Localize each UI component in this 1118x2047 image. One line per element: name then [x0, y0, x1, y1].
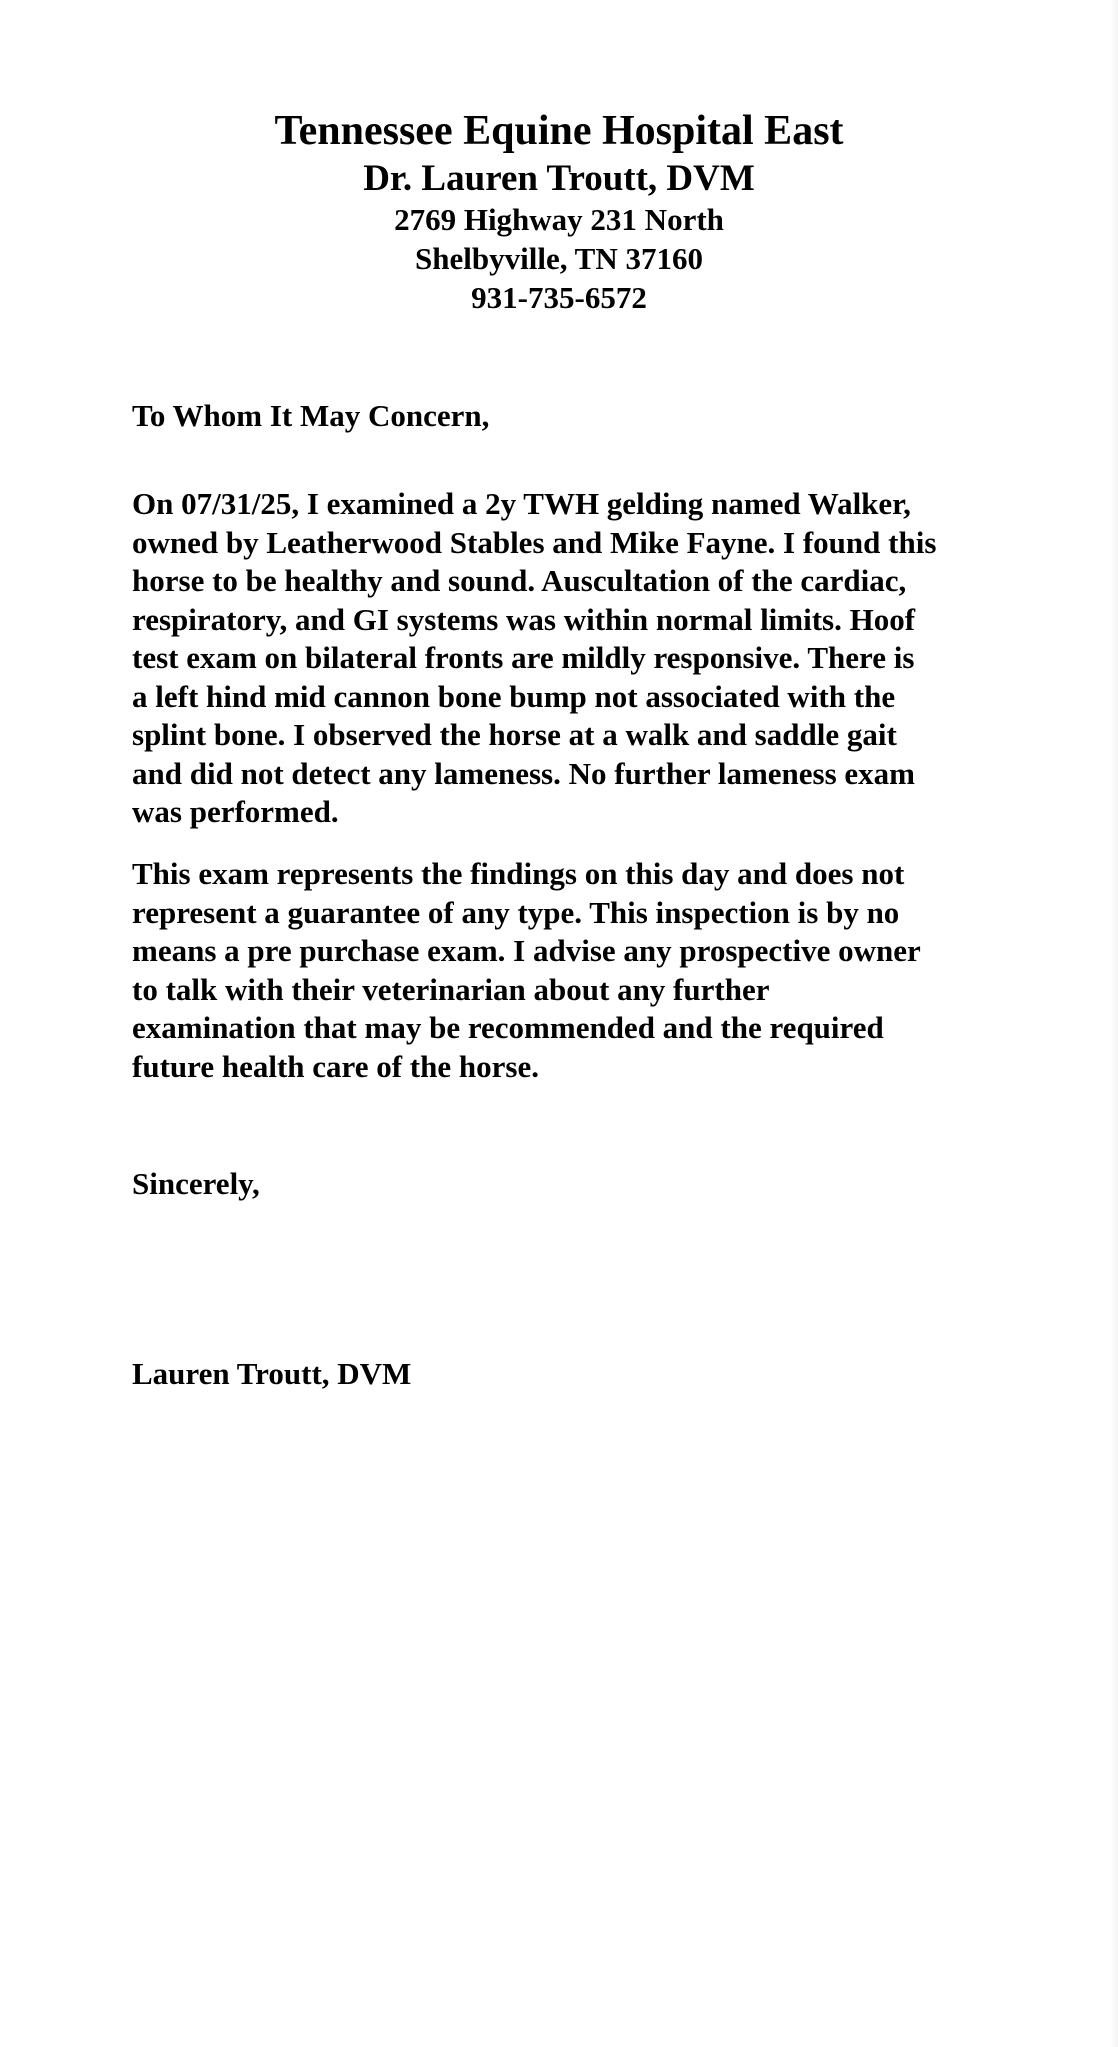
salutation: To Whom It May Concern,	[132, 398, 490, 433]
address-line-1: 2769 Highway 231 North	[394, 202, 724, 237]
paragraph-line: This exam represents the findings on this day and does not	[132, 856, 905, 891]
paragraph-line: test exam on bilateral fronts are mildly responsive. There is	[132, 640, 915, 675]
paragraph-line: represent a guarantee of any type. This inspection is by no	[132, 894, 900, 930]
paragraph-line: future health care of the horse.	[132, 1048, 539, 1084]
paragraph-line: was performed.	[132, 794, 339, 829]
letterhead	[0, 104, 1118, 317]
address-line-2: Shelbyville, TN 37160	[415, 241, 703, 276]
paragraph-line: respiratory, and GI systems was within normal limits. Hoof	[132, 601, 916, 637]
paragraph-line: means a pre purchase exam. I advise any prospective owner	[132, 933, 921, 968]
paragraph-line: owned by Leatherwood Stables and Mike Fayne. I found this	[132, 524, 937, 560]
paragraph-line: to talk with their veterinarian about any further	[132, 971, 770, 1007]
paragraph-line: examination that may be recommended and the required	[132, 1010, 884, 1045]
paragraph-line: On 07/31/25, I examined a 2y TWH gelding named Walker,	[132, 486, 911, 521]
paragraph-line: and did not detect any lameness. No further lameness exam	[132, 755, 916, 791]
paragraph-line: a left hind mid cannon bone bump not associated with the	[132, 678, 896, 714]
exam-findings-paragraph	[132, 485, 992, 832]
disclaimer-paragraph	[132, 855, 992, 1086]
phone-number: 931-735-6572	[471, 280, 647, 315]
hospital-name: Tennessee Equine Hospital East	[274, 108, 844, 154]
doctor-name: Dr. Lauren Troutt, DVM	[363, 158, 755, 199]
signature-name: Lauren Troutt, DVM	[132, 1356, 412, 1391]
closing: Sincerely,	[132, 1166, 260, 1201]
paragraph-line: horse to be healthy and sound. Auscultation of the cardiac,	[132, 563, 907, 598]
paragraph-line: splint bone. I observed the horse at a walk and saddle gait	[132, 717, 897, 752]
